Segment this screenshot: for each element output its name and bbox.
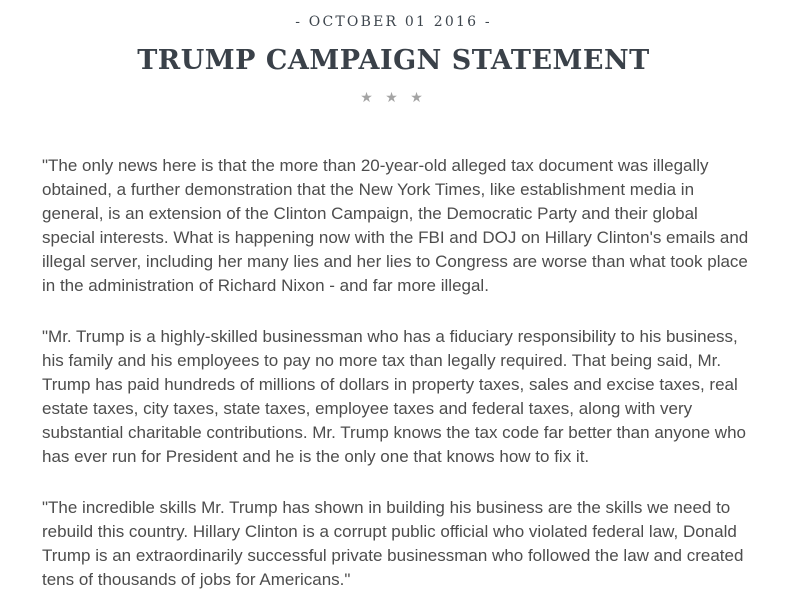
statement-paragraph-1: "The only news here is that the more than 20-year-old alleged tax document was illegally obtained, a further demonstration that the New York Times, like establishment media in general, is an extension of the Clinton Campaign, the Democratic Party and their global special interests. What is happening now with the FBI and DOJ on Hillary Clinton's emails and illegal server, including her many lies and her lies to Congress are worse than what took place in the administration of Richard Nixon - and far more illegal. <box>42 156 749 295</box>
statement-body <box>42 154 754 592</box>
statement-paragraph-2: "Mr. Trump is a highly-skilled businessman who has a fiduciary responsibility to his business, his family and his employees to pay no more tax than legally required. That being said, Mr. Trump has paid hundreds of millions of dollars in property taxes, sales and excise taxes, real estate taxes, city taxes, state taxes, employee taxes and federal taxes, along with very substantial charitable contributions. Mr. Trump knows the tax code far better than anyone who has ever run for President and he is the only one that knows how to fix it. <box>42 327 746 466</box>
date-line: - OCTOBER 01 2016 - <box>295 14 492 30</box>
statement-paragraph-3: "The incredible skills Mr. Trump has shown in building his business are the skills we need to rebuild this country. Hillary Clinton is a corrupt public official who violated federal law, Donald Trump is an extraordinarily successful private businessman who followed the law and created tens of thousands of jobs for Americans." <box>42 498 744 589</box>
stars-divider-icon: ★ ★ ★ <box>360 90 427 106</box>
page-title: TRUMP CAMPAIGN STATEMENT <box>137 45 650 76</box>
statement-header <box>0 0 787 106</box>
